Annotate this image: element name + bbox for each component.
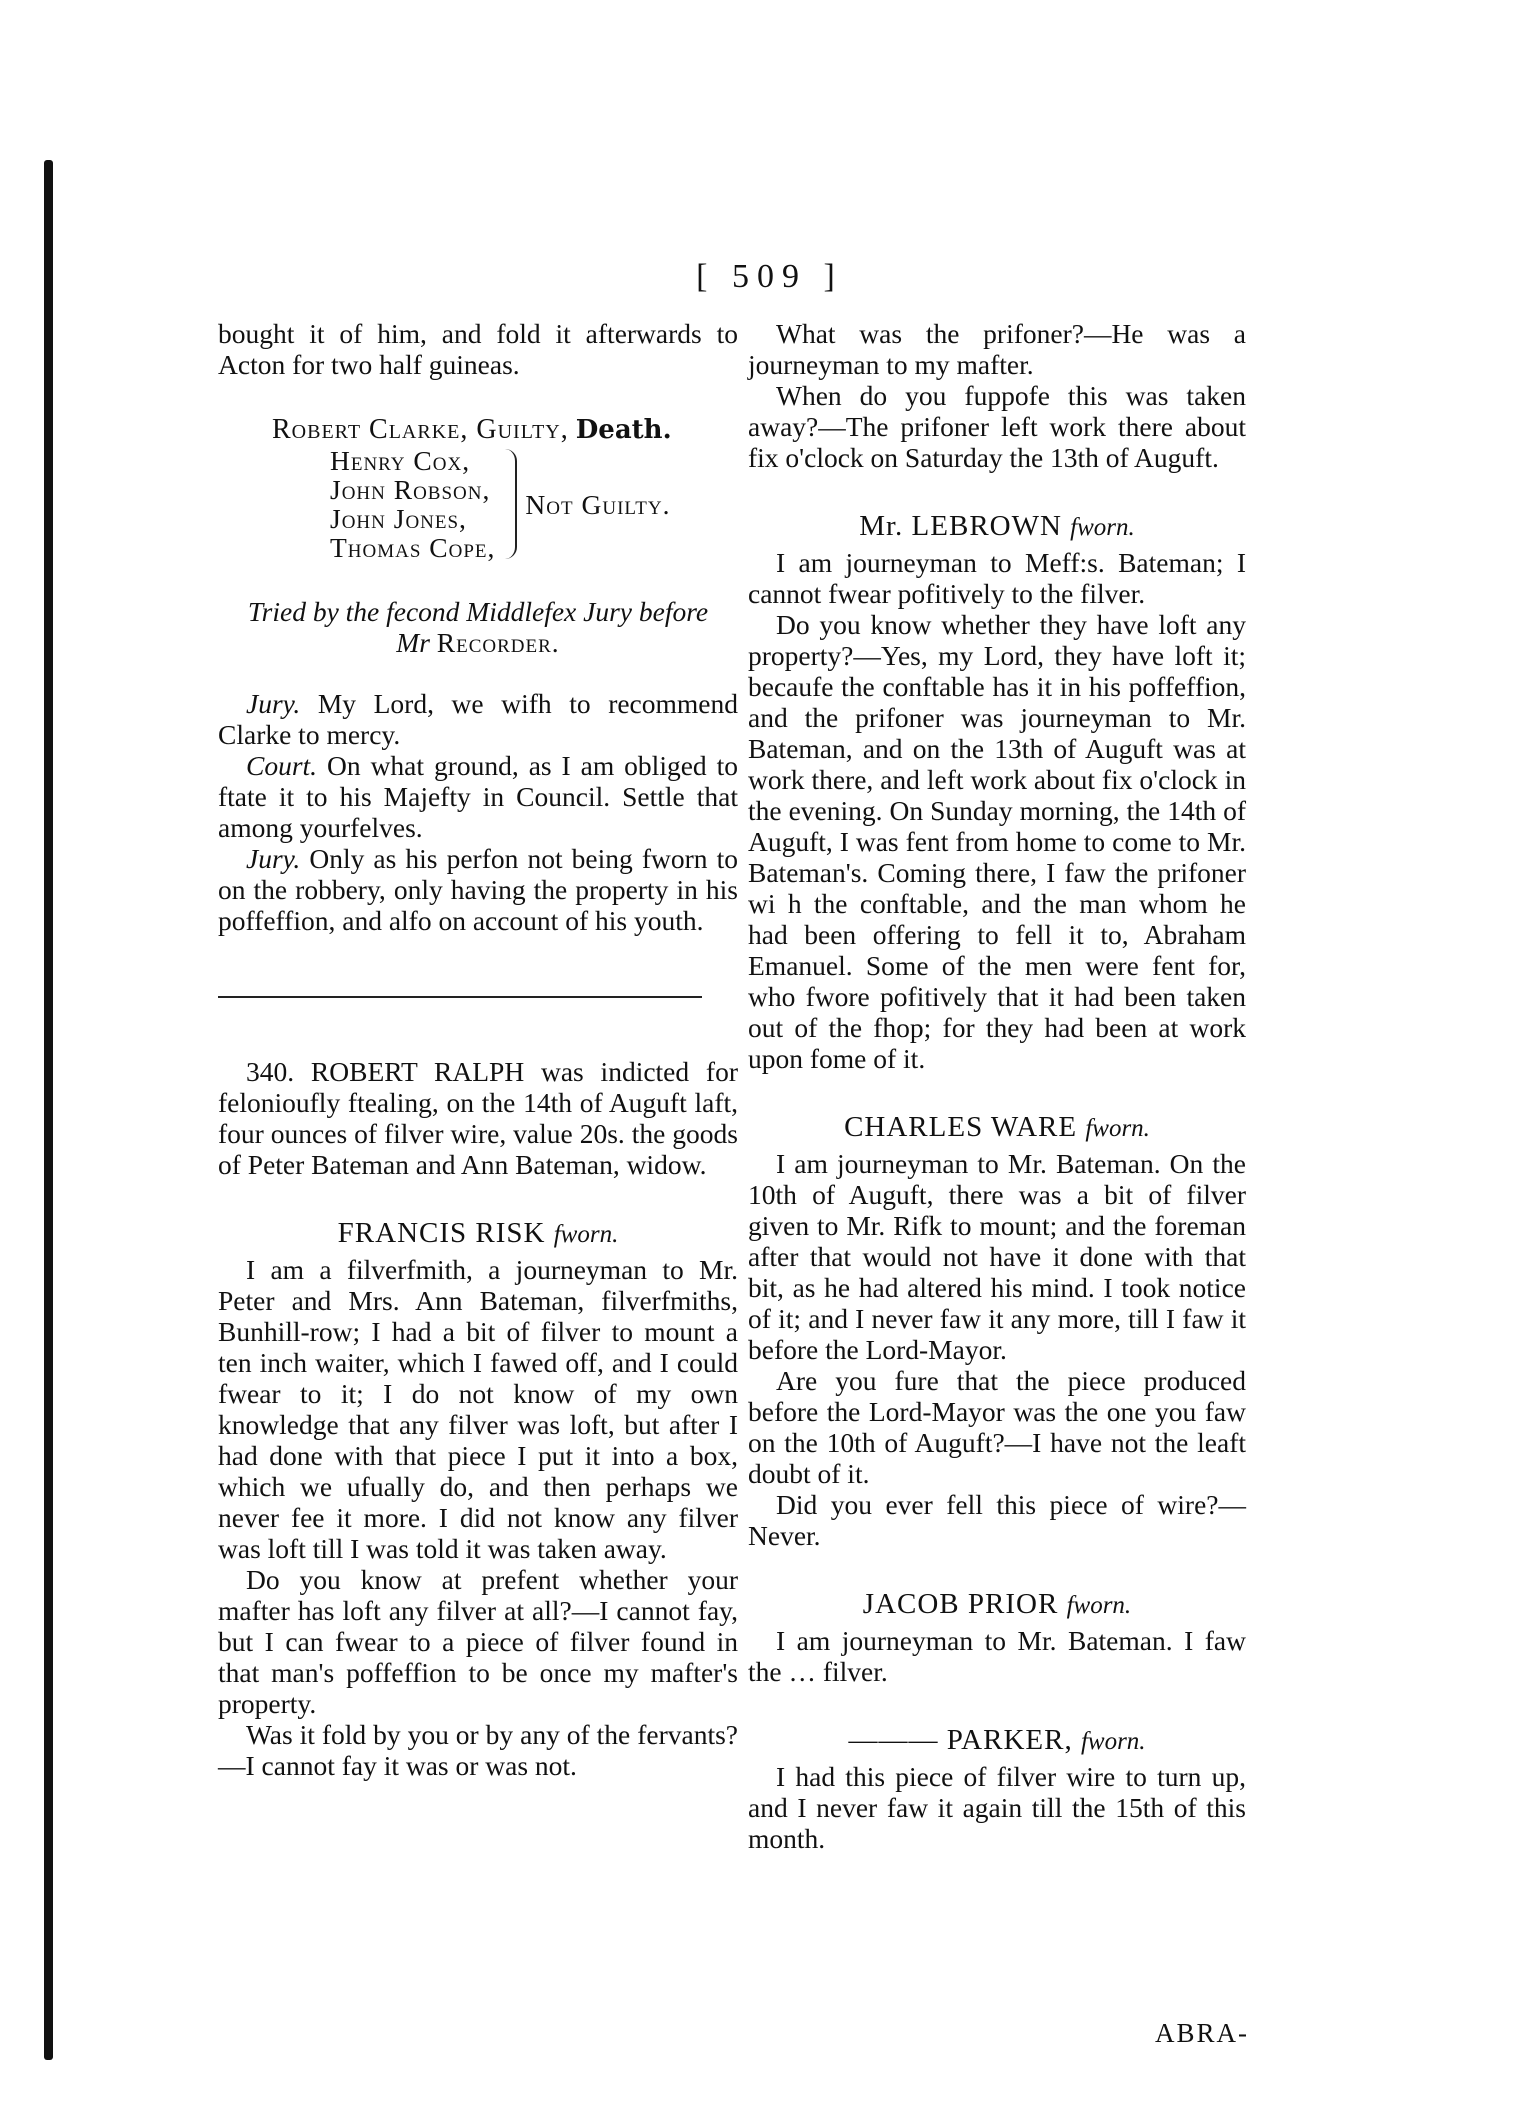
not-guilty-verdict: Not Guilty.	[525, 488, 671, 520]
verdict-line	[272, 414, 738, 446]
testimony-paragraph: Did you ever fell this piece of wire?— Never.	[748, 1489, 1246, 1551]
defendant-name: Henry Cox,	[330, 445, 471, 476]
witness-name: CHARLES WARE	[844, 1111, 1078, 1143]
witness-name: Mr. LEBROWN	[859, 510, 1062, 542]
section-separator	[218, 996, 702, 998]
testimony-paragraph: I am journeyman to Mr. Bateman. On the 10th of Auguft, there was a bit of filver given to Mr. Rifk to mount; and the foreman after that would not have it done with that bit, as he had altered his mind. I took notice of it; and I never faw it any more, till I faw it before the Lord-Mayor.	[748, 1148, 1246, 1365]
witness-heading	[748, 1589, 1246, 1621]
testimony-paragraph: I am a filverfmith, a journeyman to Mr. Peter and Mrs. Ann Bateman, filverfmiths, Bunhill-row; I had a bit of filver to mount a ten inch waiter, which I fawed off, and I could fwear to it; I do not know of my own knowledge that any filver was loft, but after I had done with that piece I put it into a box, which we ufually do, and then perhaps we never fee it more. I did not know any filver was loft till I was told it was taken away.	[218, 1254, 738, 1564]
tried-by-note	[218, 596, 738, 658]
speaker-label: Jury.	[246, 688, 301, 719]
case-indictment: 340. ROBERT RALPH was indicted for felonioufly ftealing, on the 14th of Auguft laft, four ounces of filver wire, value 20s. the goods of Peter Bateman and Ann Bateman, widow.	[218, 1056, 738, 1180]
right-column	[748, 318, 1246, 1854]
defendant-name: John Jones,	[330, 503, 467, 534]
witness-heading	[748, 1725, 1246, 1757]
defendant-name: John Robson,	[330, 474, 491, 505]
dialogue-paragraph	[218, 688, 738, 750]
testimony-paragraph: Do you know at prefent whether your mafter has loft any filver at all?—I cannot fay, but I can fwear to a piece of filver found in that man's poffeffion to be once my mafter's property.	[218, 1564, 738, 1719]
witness-heading	[218, 1218, 738, 1250]
opening-text: bought it of him, and fold it afterwards to Acton for two half guineas.	[218, 318, 738, 380]
dialogue-text: Only as his perfon not being fworn to on the robbery, only having the property in his poffeffion, and alfo on account of his youth.	[218, 843, 739, 936]
scan-edge-bar	[44, 160, 53, 2060]
witness-name: ——— PARKER,	[848, 1724, 1073, 1756]
sworn-label: fworn.	[553, 1221, 619, 1248]
witness-heading	[748, 1112, 1246, 1144]
sworn-label: fworn.	[1085, 1115, 1150, 1142]
sworn-label: fworn.	[1070, 514, 1135, 541]
witness-heading	[748, 511, 1246, 543]
testimony-paragraph: I had this piece of filver wire to turn up, and I never faw it again till the 15th of this month.	[748, 1761, 1246, 1854]
testimony-paragraph: What was the prifoner?—He was a journeyman to my mafter.	[748, 318, 1246, 380]
testimony-paragraph: I am journeyman to Mr. Bateman. I faw the … filver.	[748, 1625, 1246, 1687]
verdict-name: Robert Clarke, Guilty,	[272, 414, 569, 445]
tried-by-title: Recorder.	[436, 627, 560, 658]
dialogue-text: On what ground, as I am obliged to ftate it to his Majefty in Council. Settle that among yourfelves.	[218, 750, 739, 843]
defendants-group	[330, 446, 738, 562]
tried-by-prefix: Mr	[396, 627, 430, 658]
tried-by-line2	[218, 627, 738, 658]
dialogue-paragraph	[218, 750, 738, 843]
dialogue-paragraph	[218, 843, 738, 936]
verdict-sentence: Death.	[575, 415, 672, 445]
testimony-paragraph: Was it fold by you or by any of the fervants?—I cannot fay it was or was not.	[218, 1719, 738, 1781]
left-column	[218, 318, 738, 1781]
brace-mark	[501, 449, 517, 559]
catchword: ABRA-	[1154, 2018, 1249, 2048]
sworn-label: fworn.	[1066, 1592, 1132, 1619]
sworn-label: fworn.	[1080, 1728, 1146, 1755]
dialogue-text: My Lord, we wifh to recommend Clarke to mercy.	[218, 688, 738, 750]
witness-name: JACOB PRIOR	[862, 1588, 1059, 1620]
speaker-label: Court.	[246, 750, 318, 781]
testimony-paragraph: I am journeyman to Meff:s. Bateman; I cannot fwear pofitively to the filver.	[748, 547, 1246, 609]
defendant-name: Thomas Cope,	[330, 532, 496, 563]
page-number: [ 509 ]	[696, 258, 843, 295]
tried-by-line1: Tried by the fecond Middlefex Jury before	[247, 596, 709, 627]
testimony-paragraph: Are you fure that the piece produced before the Lord-Mayor was the one you faw on the 10th of Auguft?—I have not the leaft doubt of it.	[748, 1365, 1246, 1489]
witness-name: FRANCIS RISK	[337, 1217, 546, 1249]
testimony-paragraph: Do you know whether they have loft any property?—Yes, my Lord, they have loft it; becaufe the conftable has it in his poffeffion, and the prifoner was journeyman to Mr. Bateman, and on the 13th of Auguft was at work there, and left work about fix o'clock in the evening. On Sunday morning, the 14th of Auguft, I was fent from home to come to Mr. Bateman's. Coming there, I faw the prifoner wi h the conftable, and the man whom he had been offering to fell it to, Abraham Emanuel. Some of the men were fent for, who fwore pofitively that it had been taken out of the fhop; for they had been at work upon fome of it.	[748, 609, 1246, 1074]
testimony-paragraph: When do you fuppofe this was taken away?—The prifoner left work there about fix o'clock on Saturday the 13th of Auguft.	[748, 380, 1246, 473]
defendant-list	[330, 446, 495, 562]
speaker-label: Jury.	[246, 843, 301, 874]
